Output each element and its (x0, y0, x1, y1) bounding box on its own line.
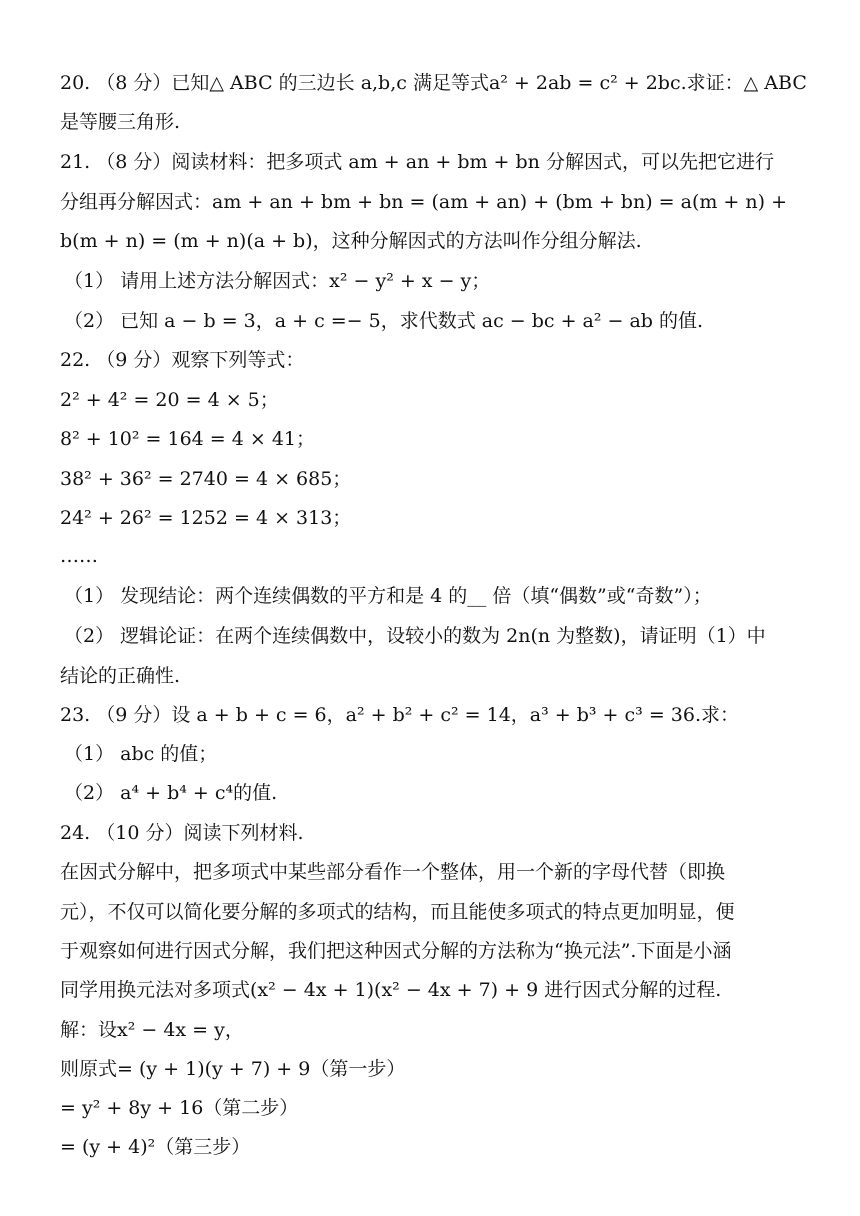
q22-part-2-cont: 结论的正确性. (60, 665, 181, 687)
q23-part-2: （2） a⁴ + b⁴ + c⁴的值. (64, 782, 278, 804)
q22-eq-3: 38² + 36² = 2740 = 4 × 685； (60, 468, 352, 490)
q24-line-1: 24. （10 分）阅读下列材料. (60, 822, 304, 844)
q22-eq-1: 2² + 4² = 20 = 4 × 5； (60, 389, 279, 411)
q21-line-2: 分组再分解因式：am + an + bm + bn = (am + an) + (bm + bn) = a(m + n) + (60, 191, 787, 213)
q24-step-3: = (y + 4)²（第三步） (60, 1136, 251, 1158)
q20-line-1: 20. （8 分）已知△ ABC 的三边长 a,b,c 满足等式a² + 2ab = c² + 2bc.求证：△ ABC (60, 72, 807, 94)
q22-ellipsis: …… (60, 545, 98, 567)
q22-part-1: （1） 发现结论：两个连续偶数的平方和是 4 的__ 倍（填“偶数”或“奇数”）； (64, 585, 712, 607)
q21-line-1: 21. （8 分）阅读材料：把多项式 am + an + bm + bn 分解因式，可以先把它进行 (60, 151, 774, 173)
q21-part-1: （1） 请用上述方法分解因式：x² − y² + x − y； (64, 270, 491, 292)
q22-part-2: （2） 逻辑论证：在两个连续偶数中，设较小的数为 2n(n 为整数)，请证明（1）中 (64, 625, 766, 647)
q21-part-2: （2） 已知 a − b = 3，a + c =− 5，求代数式 ac − bc + a² − ab 的值. (64, 310, 704, 332)
q24-para-1: 在因式分解中，把多项式中某些部分看作一个整体，用一个新的字母代替（即换 (60, 861, 726, 883)
q20-line-2: 是等腰三角形. (60, 111, 181, 133)
q22-line-1: 22. （9 分）观察下列等式： (60, 349, 305, 371)
q23-part-1: （1） abc 的值； (64, 743, 218, 765)
q22-eq-4: 24² + 26² = 1252 = 4 × 313； (60, 507, 352, 529)
q21-line-3: b(m + n) = (m + n)(a + b)，这种分解因式的方法叫作分组分解法. (60, 230, 642, 252)
q24-para-2: 元），不仅可以简化要分解的多项式的结构，而且能使多项式的特点更加明显，便 (60, 901, 735, 923)
q22-eq-2: 8² + 10² = 164 = 4 × 41； (60, 428, 316, 450)
q23-line-1: 23. （9 分）设 a + b + c = 6，a² + b² + c² = 14，a³ + b³ + c³ = 36.求： (60, 704, 739, 726)
q24-para-4: 同学用换元法对多项式(x² − 4x + 1)(x² − 4x + 7) + 9 进行因式分解的过程. (60, 979, 722, 1001)
q24-step-2: = y² + 8y + 16（第二步） (60, 1097, 299, 1119)
q24-step-1: 则原式= (y + 1)(y + 7) + 9（第一步） (60, 1058, 406, 1080)
q24-para-3: 于观察如何进行因式分解，我们把这种因式分解的方法称为“换元法”.下面是小涵 (60, 940, 732, 962)
q24-solution-1: 解：设x² − 4x = y， (60, 1019, 244, 1041)
